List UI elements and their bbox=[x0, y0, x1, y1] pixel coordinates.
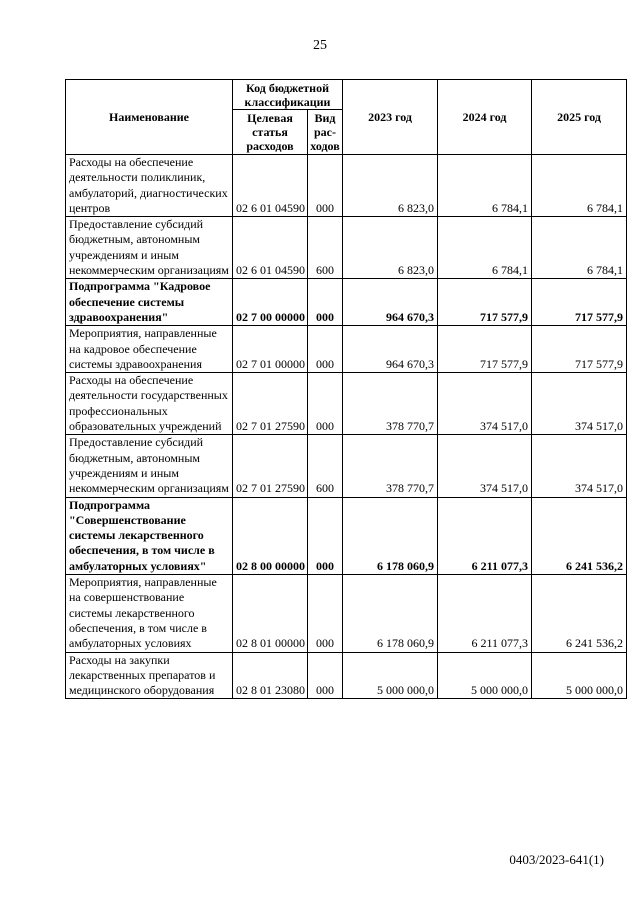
row-name: Подпрограмма "Совершенствование системы лекарственного обеспечения, в том числе в амбулаторных условиях" bbox=[66, 497, 233, 574]
header-target: Целевая статья расходов bbox=[233, 110, 308, 155]
row-value-2023: 378 770,7 bbox=[343, 373, 438, 435]
table-row bbox=[66, 373, 627, 435]
row-value-2024: 6 211 077,3 bbox=[438, 575, 532, 652]
table-row bbox=[66, 497, 627, 574]
header-2023: 2023 год bbox=[343, 80, 438, 155]
row-value-2023: 6 823,0 bbox=[343, 155, 438, 217]
row-name: Мероприятия, направленные на совершенствование системы лекарственного обеспечения, в том числе в амбулаторных условиях bbox=[66, 575, 233, 652]
row-value-2025: 717 577,9 bbox=[532, 326, 627, 373]
row-value-2023: 5 000 000,0 bbox=[343, 652, 438, 699]
row-value-2025: 374 517,0 bbox=[532, 373, 627, 435]
row-expense-type: 000 bbox=[308, 652, 343, 699]
header-2024: 2024 год bbox=[438, 80, 532, 155]
row-value-2025: 5 000 000,0 bbox=[532, 652, 627, 699]
row-value-2024: 6 784,1 bbox=[438, 217, 532, 279]
row-name: Предоставление субсидий бюджетным, автономным учреждениям и иным некоммерческим организациям bbox=[66, 435, 233, 497]
row-value-2024: 374 517,0 bbox=[438, 435, 532, 497]
row-value-2025: 6 784,1 bbox=[532, 155, 627, 217]
budget-table bbox=[65, 79, 627, 699]
table-row bbox=[66, 652, 627, 699]
page-number: 25 bbox=[313, 38, 327, 53]
row-value-2023: 964 670,3 bbox=[343, 326, 438, 373]
row-target-code: 02 6 01 04590 bbox=[233, 217, 308, 279]
row-value-2025: 374 517,0 bbox=[532, 435, 627, 497]
row-target-code: 02 8 00 00000 bbox=[233, 497, 308, 574]
row-value-2023: 964 670,3 bbox=[343, 279, 438, 326]
row-target-code: 02 7 01 27590 bbox=[233, 435, 308, 497]
row-target-code: 02 6 01 04590 bbox=[233, 155, 308, 217]
row-target-code: 02 7 01 27590 bbox=[233, 373, 308, 435]
row-name: Подпрограмма "Кадровое обеспечение системы здравоохранения" bbox=[66, 279, 233, 326]
row-value-2024: 6 784,1 bbox=[438, 155, 532, 217]
table-row bbox=[66, 217, 627, 279]
row-value-2024: 717 577,9 bbox=[438, 279, 532, 326]
row-value-2024: 5 000 000,0 bbox=[438, 652, 532, 699]
row-expense-type: 000 bbox=[308, 155, 343, 217]
table-row bbox=[66, 279, 627, 326]
table-body bbox=[66, 155, 627, 699]
row-target-code: 02 7 00 00000 bbox=[233, 279, 308, 326]
row-value-2025: 717 577,9 bbox=[532, 279, 627, 326]
header-name: Наименование bbox=[66, 80, 233, 155]
row-expense-type: 000 bbox=[308, 279, 343, 326]
row-value-2024: 374 517,0 bbox=[438, 373, 532, 435]
table-row bbox=[66, 155, 627, 217]
row-name: Предоставление субсидий бюджетным, автономным учреждениям и иным некоммерческим организациям bbox=[66, 217, 233, 279]
row-expense-type: 000 bbox=[308, 497, 343, 574]
row-expense-type: 000 bbox=[308, 575, 343, 652]
document-code: 0403/2023-641(1) bbox=[509, 852, 604, 867]
table-row bbox=[66, 326, 627, 373]
row-value-2024: 717 577,9 bbox=[438, 326, 532, 373]
row-target-code: 02 8 01 00000 bbox=[233, 575, 308, 652]
row-value-2025: 6 241 536,2 bbox=[532, 575, 627, 652]
header-2025: 2025 год bbox=[532, 80, 627, 155]
row-value-2025: 6 784,1 bbox=[532, 217, 627, 279]
row-value-2025: 6 241 536,2 bbox=[532, 497, 627, 574]
row-value-2023: 378 770,7 bbox=[343, 435, 438, 497]
header-type: Вид рас-ходов bbox=[308, 110, 343, 155]
row-name: Мероприятия, направленные на кадровое обеспечение системы здравоохранения bbox=[66, 326, 233, 373]
row-name: Расходы на закупки лекарственных препаратов и медицинского оборудования bbox=[66, 652, 233, 699]
row-target-code: 02 8 01 23080 bbox=[233, 652, 308, 699]
row-value-2023: 6 178 060,9 bbox=[343, 575, 438, 652]
table-header bbox=[66, 80, 627, 155]
table-row bbox=[66, 575, 627, 652]
table-row bbox=[66, 435, 627, 497]
row-name: Расходы на обеспечение деятельности государственных профессиональных образовательных учреждений bbox=[66, 373, 233, 435]
row-name: Расходы на обеспечение деятельности поликлиник, амбулаторий, диагностических центров bbox=[66, 155, 233, 217]
row-value-2024: 6 211 077,3 bbox=[438, 497, 532, 574]
row-target-code: 02 7 01 00000 bbox=[233, 326, 308, 373]
row-expense-type: 600 bbox=[308, 435, 343, 497]
row-expense-type: 600 bbox=[308, 217, 343, 279]
row-expense-type: 000 bbox=[308, 326, 343, 373]
row-value-2023: 6 823,0 bbox=[343, 217, 438, 279]
row-expense-type: 000 bbox=[308, 373, 343, 435]
header-code-group: Код бюджетной классификации bbox=[233, 80, 343, 110]
row-value-2023: 6 178 060,9 bbox=[343, 497, 438, 574]
